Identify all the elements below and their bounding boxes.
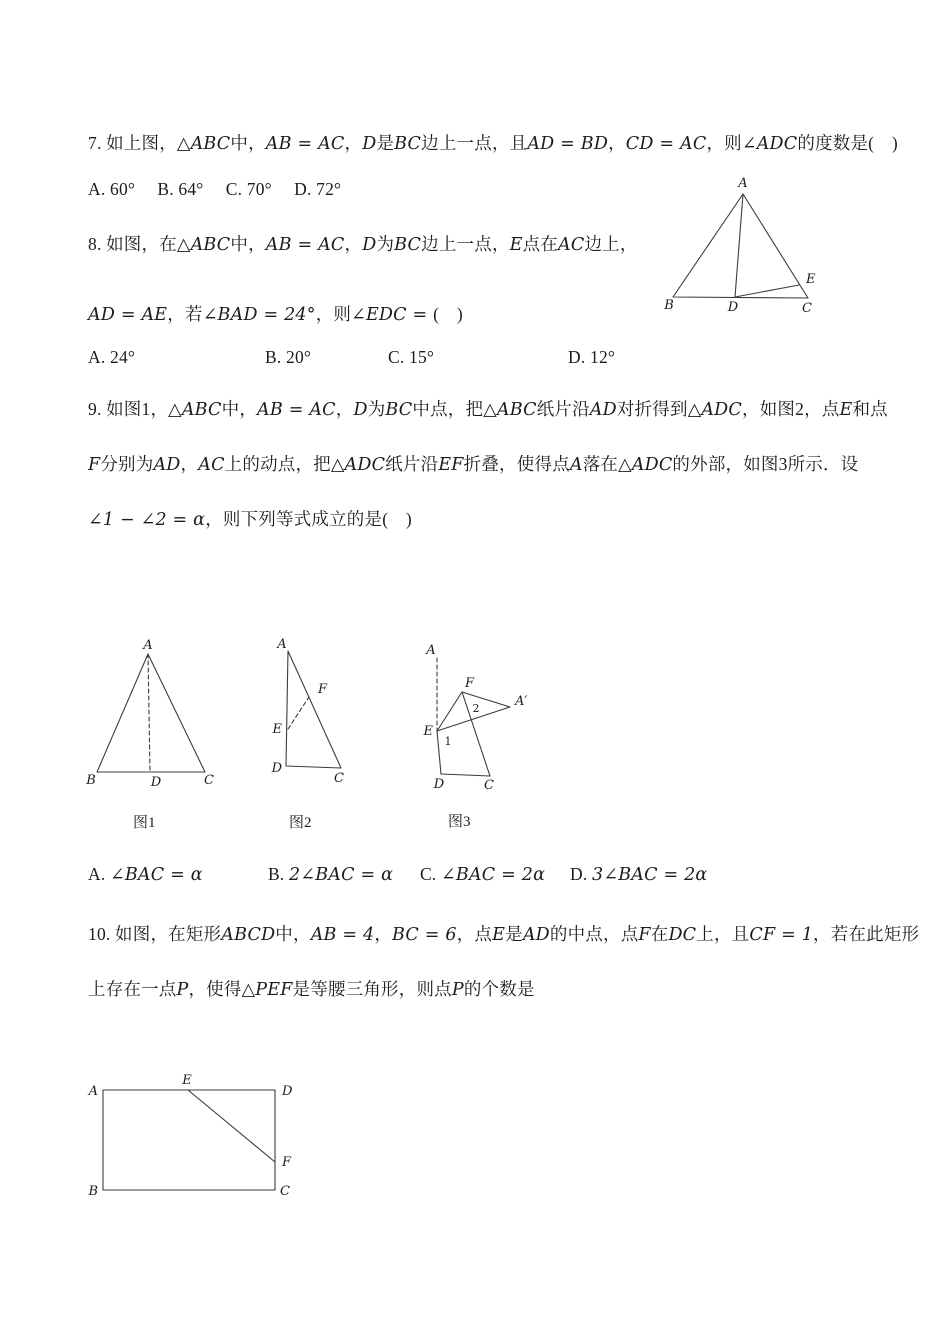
question-8-line-2: AD = AE，若∠BAD = 24°，则∠EDC = ( ) [88,304,463,325]
q9-option-d: D. 3∠BAC = 2α [570,864,708,885]
fig2-point-label-f: F [318,682,328,697]
figure-rectangle [85,1062,305,1207]
q8-option-c: C. 15° [388,347,435,367]
fig3-angle-label-1: 1 [444,735,452,748]
figure-2 [270,637,360,795]
rectangle-lines [103,1090,275,1190]
rect-point-label-b: B [88,1184,98,1199]
fig2-point-label-a: A [277,637,287,652]
rect-point-label-d: D [282,1084,293,1099]
figure-1-caption: 图1 [133,815,156,831]
question-9-line-2: F分别为AD，AC上的动点，把△ADC纸片沿EF折叠，使得点A落在△ADC的外部，如图3所示．设 [88,454,859,475]
fig3-point-label-e: E [423,724,433,739]
fig2-point-label-e: E [272,722,282,737]
figure-2-caption: 图2 [289,815,312,831]
figure-1-lines [97,654,205,772]
q8-point-label-c: C [802,301,812,316]
question-9-line-1: 9. 如图1，△ABC中，AB = AC，D为BC中点，把△ABC纸片沿AD对折得到△ADC，如图2，点E和点 [88,399,888,420]
fig3-angle-label-2: 2 [472,702,480,715]
rect-point-label-f: F [282,1155,292,1170]
fig3-point-label-c: C [484,778,494,793]
rect-point-label-c: C [280,1184,290,1199]
q9-option-a: A. ∠BAC = α [88,864,203,885]
q9-option-c: C. ∠BAC = 2α [420,864,546,885]
question-7-options: A. 60° B. 64° C. 70° D. 72° [88,179,342,199]
fig3-point-label-a: A [426,643,436,658]
rect-point-label-e: E [182,1073,192,1088]
question-10-line-2: 上存在一点P，使得△PEF是等腰三角形，则点P的个数是 [88,979,535,1000]
q8-point-label-a: A [738,176,748,191]
figure-3-caption: 图3 [448,814,471,830]
fig1-point-label-a: A [143,638,153,653]
fig1-point-label-c: C [204,773,214,788]
fig1-point-label-d: D [150,775,162,790]
fig3-point-label-d: D [433,777,445,792]
question-7-stem: 7. 如上图，△ABC中，AB = AC，D是BC边上一点，且AD = BD，CD = AC，则∠ADC的度数是( ) [88,133,898,154]
figure-2-lines [286,651,341,768]
q8-point-label-e: E [806,272,816,287]
fig3-point-label-f: F [465,676,475,691]
question-8-line-1: 8. 如图，在△ABC中，AB = AC，D为BC边上一点，E点在AC边上， [88,234,638,255]
question-9-line-3: ∠1 − ∠2 = α，则下列等式成立的是( ) [88,509,412,530]
q8-option-b: B. 20° [265,347,312,367]
fig2-point-label-c: C [334,771,344,786]
figure-1 [85,638,220,797]
q9-option-b: B. 2∠BAC = α [268,864,394,885]
rect-point-label-a: A [88,1084,98,1099]
fig2-point-label-d: D [271,761,282,776]
q8-option-a: A. 24° [88,347,136,367]
q8-point-label-d: D [727,300,739,315]
q8-option-d: D. 12° [568,347,616,367]
q8-point-label-b: B [664,298,674,313]
question-10-line-1: 10. 如图，在矩形ABCD中，AB = 4，BC = 6，点E是AD的中点，点F在DC上，且CF = 1，若在此矩形 [88,924,920,945]
fig1-point-label-b: B [86,773,96,788]
fig3-point-label-a-prime: A′ [515,694,528,709]
figure-3 [420,645,535,795]
